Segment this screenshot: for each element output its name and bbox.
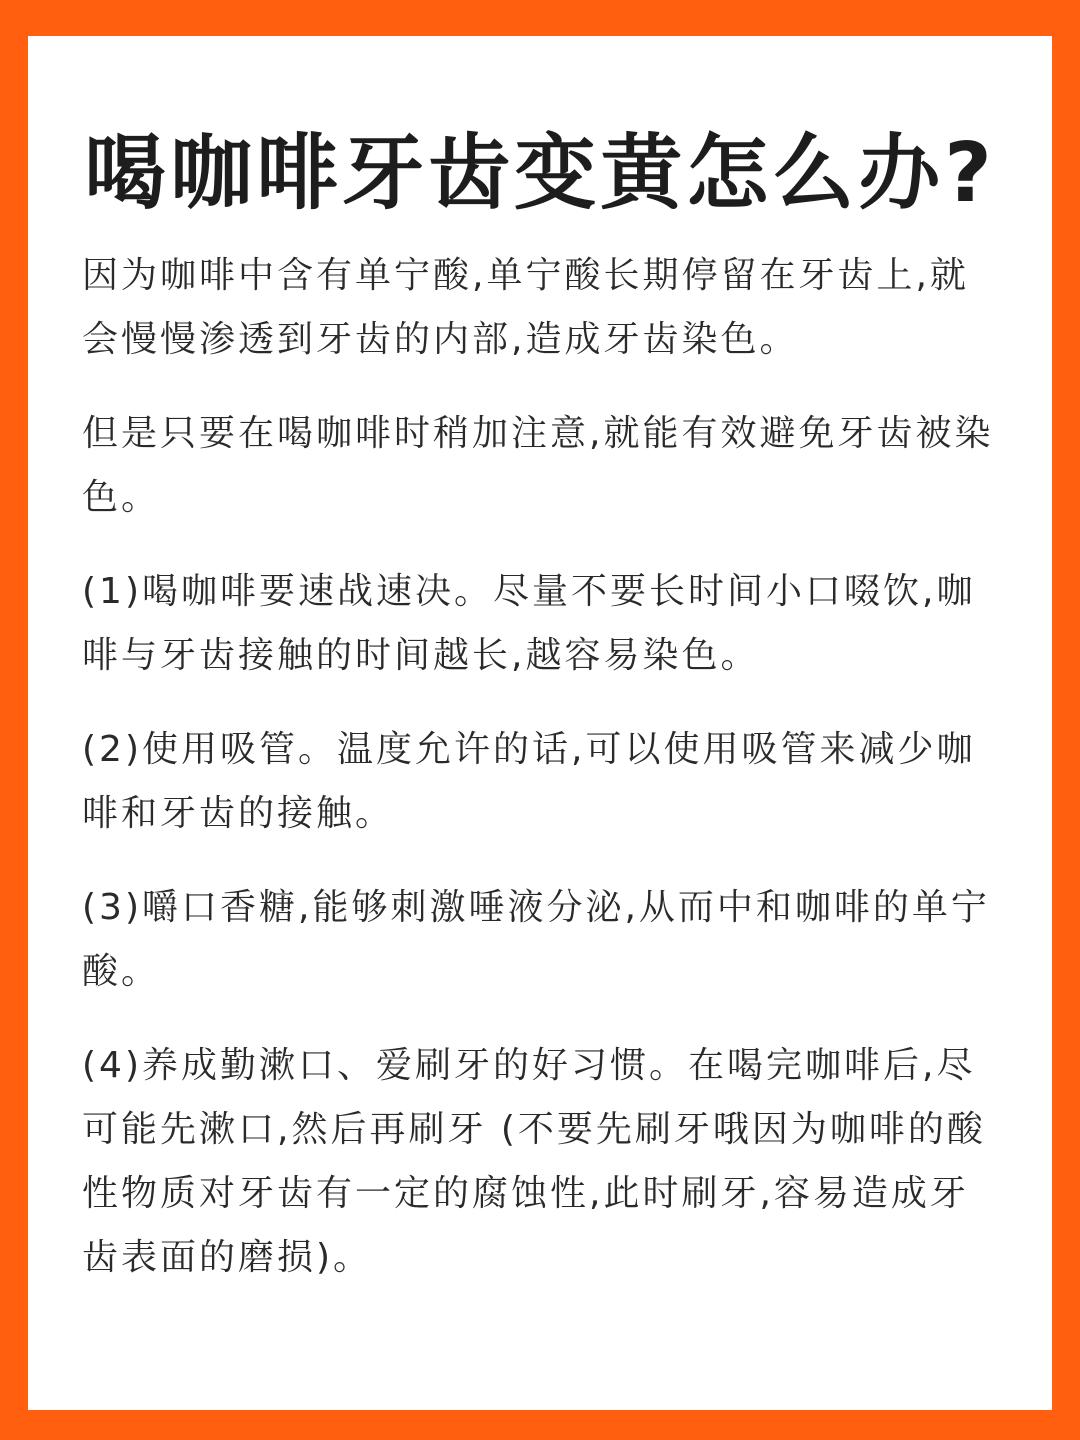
article-body [82,244,1002,1320]
tip-2: (2)使用吸管。温度允许的话,可以使用吸管来减少咖啡和牙齿的接触。 [82,729,976,834]
content-card [28,36,1052,1410]
tip-4: (4)养成勤漱口、爱刷牙的好习惯。在喝完咖啡后,尽可能先漱口,然后再刷牙 (不要先刷牙哦因为咖啡的酸性物质对牙齿有一定的腐蚀性,此时刷牙,容易造成牙齿表面的磨损)。 [82,1045,986,1278]
page-title: 喝咖啡牙齿变黄怎么办? [84,126,996,221]
paragraph-intro: 因为咖啡中含有单宁酸,单宁酸长期停留在牙齿上,就会慢慢渗透到牙齿的内部,造成牙齿染色。 [82,255,969,360]
tip-3: (3)嚼口香糖,能够刺激唾液分泌,从而中和咖啡的单宁酸。 [82,887,990,992]
tip-1: (1)喝咖啡要速战速决。尽量不要长时间小口啜饮,咖啡与牙齿接触的时间越长,越容易染色。 [82,571,976,676]
paragraph-note: 但是只要在喝咖啡时稍加注意,就能有效避免牙齿被染色。 [82,413,994,518]
